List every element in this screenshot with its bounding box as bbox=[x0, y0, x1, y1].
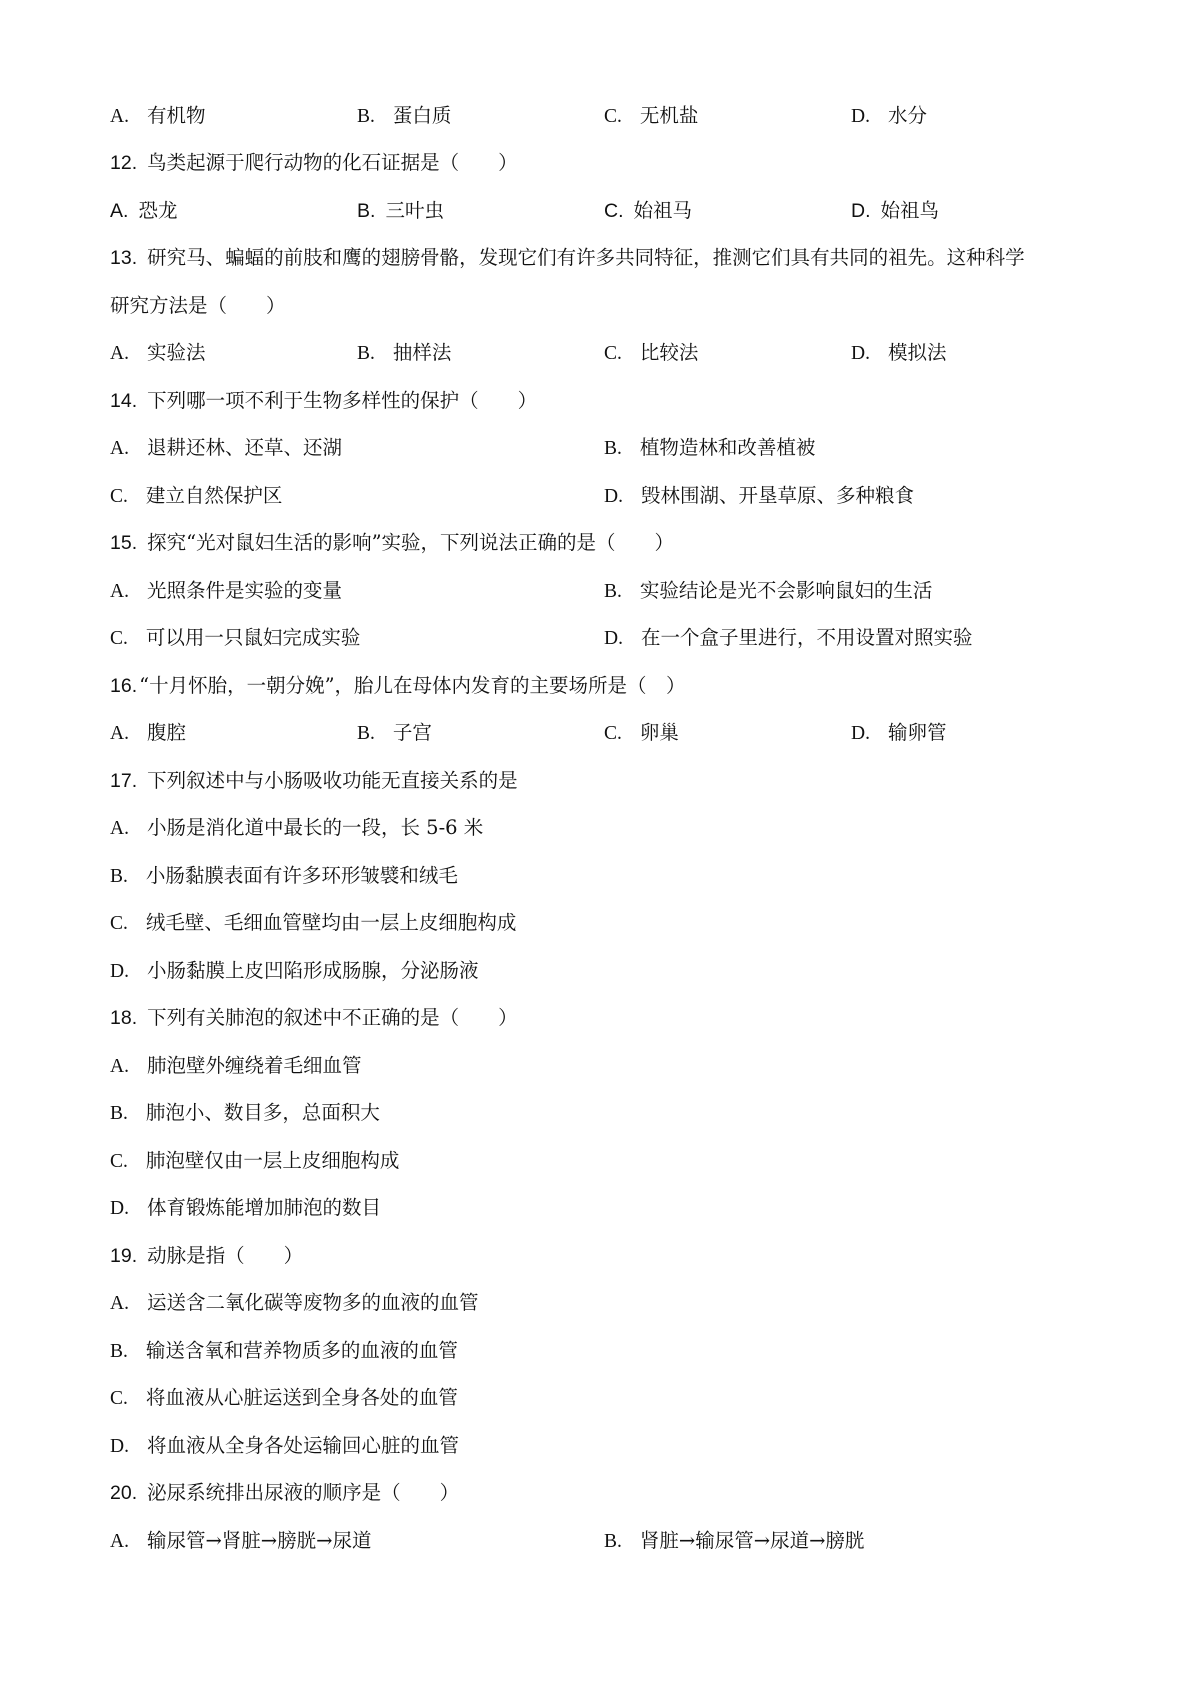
q17-option-c: C. 绒毛壁、毛细血管壁均由一层上皮细胞构成 bbox=[110, 911, 517, 934]
q12-option-a: A. 恐龙 bbox=[110, 199, 178, 222]
q15-options-row2 bbox=[110, 623, 1110, 653]
q15-option-d: D. 在一个盒子里进行，不用设置对照实验 bbox=[604, 626, 973, 649]
q11-options bbox=[110, 101, 1110, 131]
q14-options-row2 bbox=[110, 481, 1110, 511]
q19-option-a: A. 运送含二氧化碳等废物多的血液的血管 bbox=[110, 1291, 479, 1314]
q13-options bbox=[110, 338, 1110, 368]
q20-option-a: A. 输尿管→肾脏→膀胱→尿道 bbox=[110, 1529, 372, 1552]
q16-option-d: D. 输卵管 bbox=[851, 721, 947, 744]
q11-option-a: A. 有机物 bbox=[110, 104, 206, 127]
q20-option-b: B. 肾脏→输尿管→尿道→膀胱 bbox=[604, 1529, 865, 1552]
q16-stem: 16. “十月怀胎，一朝分娩”，胎儿在母体内发育的主要场所是（ ） bbox=[110, 674, 686, 697]
q14-option-d: D. 毁林围湖、开垦草原、多种粮食 bbox=[604, 484, 914, 507]
q13-option-c: C. 比较法 bbox=[604, 341, 699, 364]
q20-stem: 20. 泌尿系统排出尿液的顺序是（ ） bbox=[110, 1481, 460, 1504]
q13-stem: 13. 研究马、蝙蝠的前肢和鹰的翅膀骨骼，发现它们有许多共同特征，推测它们具有共同的祖先。这种科学 bbox=[110, 246, 1025, 269]
q16-option-a: A. 腹腔 bbox=[110, 721, 186, 744]
q17-option-b: B. 小肠黏膜表面有许多环形皱襞和绒毛 bbox=[110, 864, 458, 887]
q17-stem: 17. 下列叙述中与小肠吸收功能无直接关系的是 bbox=[110, 769, 518, 792]
q12-option-d: D. 始祖鸟 bbox=[851, 199, 940, 222]
q13-option-d: D. 模拟法 bbox=[851, 341, 947, 364]
q18-option-b: B. 肺泡小、数目多，总面积大 bbox=[110, 1101, 380, 1124]
q13-option-a: A. 实验法 bbox=[110, 341, 206, 364]
q18-stem: 18. 下列有关肺泡的叙述中不正确的是（ ） bbox=[110, 1006, 518, 1029]
q19-option-d: D. 将血液从全身各处运输回心脏的血管 bbox=[110, 1434, 459, 1457]
q12-option-b: B. 三叶虫 bbox=[357, 199, 444, 222]
q15-option-b: B. 实验结论是光不会影响鼠妇的生活 bbox=[604, 579, 933, 602]
q19-option-c: C. 将血液从心脏运送到全身各处的血管 bbox=[110, 1386, 458, 1409]
q11-option-d: D. 水分 bbox=[851, 104, 927, 127]
q15-stem: 15. 探究“光对鼠妇生活的影响”实验，下列说法正确的是（ ） bbox=[110, 531, 675, 554]
q14-stem: 14. 下列哪一项不利于生物多样性的保护（ ） bbox=[110, 389, 538, 412]
q14-option-b: B. 植物造林和改善植被 bbox=[604, 436, 816, 459]
q17-option-d: D. 小肠黏膜上皮凹陷形成肠腺，分泌肠液 bbox=[110, 959, 479, 982]
q18-option-a: A. 肺泡壁外缠绕着毛细血管 bbox=[110, 1054, 362, 1077]
q14-options-row1 bbox=[110, 433, 1110, 463]
q19-option-b: B. 输送含氧和营养物质多的血液的血管 bbox=[110, 1339, 458, 1362]
q15-option-a: A. 光照条件是实验的变量 bbox=[110, 579, 342, 602]
q16-option-c: C. 卵巢 bbox=[604, 721, 679, 744]
q19-stem: 19. 动脉是指（ ） bbox=[110, 1244, 304, 1267]
q13-stem-cont: 研究方法是（ ） bbox=[110, 294, 286, 317]
q12-options bbox=[110, 196, 1110, 226]
q11-option-b: B. 蛋白质 bbox=[357, 104, 452, 127]
q15-option-c: C. 可以用一只鼠妇完成实验 bbox=[110, 626, 361, 649]
q11-option-c: C. 无机盐 bbox=[604, 104, 699, 127]
q20-options bbox=[110, 1526, 1110, 1556]
q14-option-a: A. 退耕还林、还草、还湖 bbox=[110, 436, 342, 459]
q16-option-b: B. 子宫 bbox=[357, 721, 432, 744]
q18-option-c: C. 肺泡壁仅由一层上皮细胞构成 bbox=[110, 1149, 400, 1172]
q16-options bbox=[110, 718, 1110, 748]
q14-option-c: C. 建立自然保护区 bbox=[110, 484, 283, 507]
q17-option-a: A. 小肠是消化道中最长的一段，长 5-6 米 bbox=[110, 816, 484, 839]
q18-option-d: D. 体育锻炼能增加肺泡的数目 bbox=[110, 1196, 381, 1219]
q12-option-c: C. 始祖马 bbox=[604, 199, 693, 222]
q12-stem: 12. 鸟类起源于爬行动物的化石证据是（ ） bbox=[110, 151, 518, 174]
q15-options-row1 bbox=[110, 576, 1110, 606]
q13-option-b: B. 抽样法 bbox=[357, 341, 452, 364]
